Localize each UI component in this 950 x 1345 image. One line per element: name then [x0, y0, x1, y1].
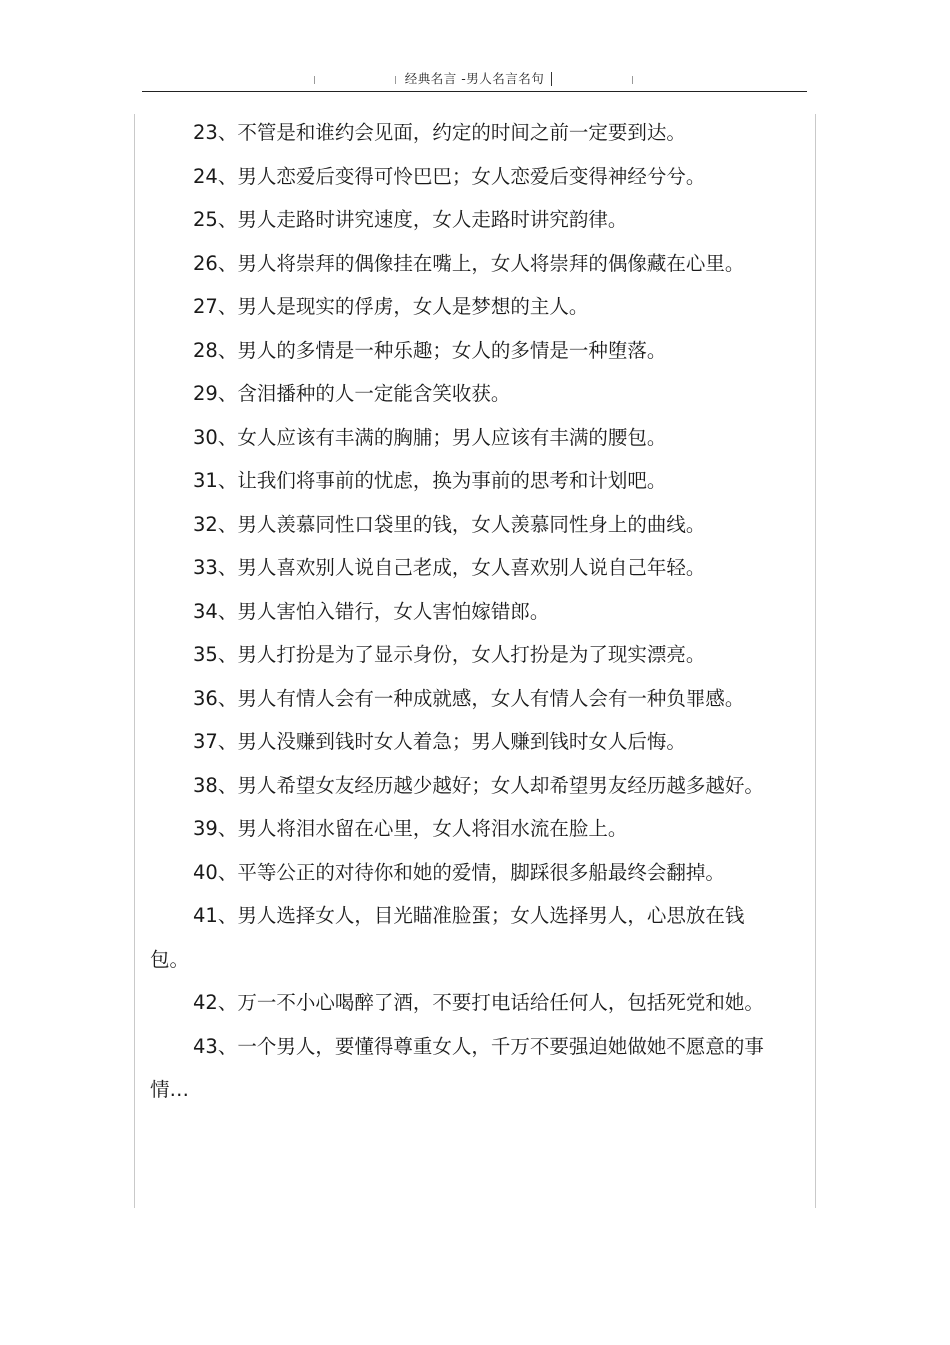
quote-list: [150, 111, 770, 1112]
header-tick-left: [314, 76, 315, 84]
quote-item: 27、男人是现实的俘虏，女人是梦想的主人。: [193, 295, 589, 318]
quote-item: 25、男人走路时讲究速度，女人走路时讲究韵律。: [193, 208, 628, 231]
page-header: [142, 64, 807, 92]
quote-item: 28、男人的多情是一种乐趣；女人的多情是一种堕落。: [193, 338, 667, 362]
right-margin-line: [815, 114, 816, 1208]
quote-item: 32、男人羡慕同性口袋里的钱，女人羡慕同性身上的曲线。: [193, 512, 706, 536]
quote-item: 34、男人害怕入错行，女人害怕嫁错郎。: [193, 599, 550, 623]
quote-item: 24、男人恋爱后变得可怜巴巴；女人恋爱后变得神经兮兮。: [193, 164, 706, 188]
quote-item: 38、男人希望女友经历越少越好；女人却希望男友经历越多越好。: [193, 773, 764, 797]
quote-item: 37、男人没赚到钱时女人着急；男人赚到钱时女人后悔。: [193, 730, 686, 753]
left-margin-line: [134, 114, 135, 1208]
quote-item: 39、男人将泪水留在心里，女人将泪水流在脸上。: [193, 817, 628, 840]
quote-item: 29、含泪播种的人一定能含笑收获。: [193, 382, 511, 405]
quote-item: 23、不管是和谁约会见面，约定的时间之前一定要到达。: [193, 121, 686, 144]
quote-item: 33、男人喜欢别人说自己老成，女人喜欢别人说自己年轻。: [193, 556, 706, 579]
quote-item: 42、万一不小心喝醉了酒，不要打电话给任何人，包括死党和她。: [193, 991, 764, 1014]
quote-item: 35、男人打扮是为了显示身份，女人打扮是为了现实漂亮。: [193, 643, 706, 666]
header-tick-right: [632, 76, 633, 84]
quote-item: 30、女人应该有丰满的胸脯；男人应该有丰满的腰包。: [193, 425, 667, 449]
quote-item: 36、男人有情人会有一种成就感，女人有情人会有一种负罪感。: [193, 686, 745, 710]
header-tick-mid-right: [551, 72, 552, 86]
quote-item: 26、男人将崇拜的偶像挂在嘴上，女人将崇拜的偶像藏在心里。: [193, 251, 745, 275]
quote-item: 40、平等公正的对待你和她的爱情，脚踩很多船最终会翻掉。: [193, 860, 725, 884]
header-title: 经典名言 -男人名言名句: [404, 71, 545, 86]
quote-item: 43、一个男人，要懂得尊重女人，千万不要强迫她做她不愿意的事情…: [150, 1034, 764, 1101]
quote-item: 41、男人选择女人，目光瞄准脸蛋；女人选择男人，心思放在钱包。: [150, 904, 745, 971]
quote-item: 31、让我们将事前的忧虑，换为事前的思考和计划吧。: [193, 469, 667, 492]
header-tick-mid-left: [395, 76, 396, 84]
